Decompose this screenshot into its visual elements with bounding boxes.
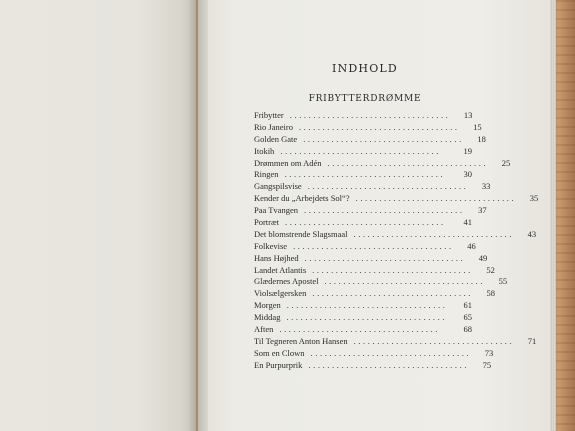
toc-dot-leader: ..................................: [312, 288, 474, 299]
toc-entry-title: Paa Tvangen: [254, 205, 298, 216]
toc-entry-page-number: 61: [463, 300, 472, 311]
toc-dot-leader: ..................................: [327, 157, 489, 168]
toc-dot-leader: ..................................: [286, 300, 448, 311]
toc-entry-page-number: 58: [486, 288, 496, 299]
toc-entry-page-number: 73: [484, 347, 494, 358]
table-of-contents: [254, 110, 539, 372]
toc-entry-page-number: 43: [527, 228, 537, 239]
toc-entry: [254, 252, 488, 265]
toc-entry-title: Violsælgersken: [254, 288, 307, 299]
toc-entry-title: Hans Højhed: [254, 252, 299, 263]
toc-dot-leader: ..................................: [289, 110, 451, 120]
toc-dot-leader: ..................................: [307, 181, 469, 192]
toc-entry-page-number: 55: [498, 276, 508, 287]
toc-dot-leader: ..................................: [303, 133, 464, 144]
contents-heading: INDHOLD: [332, 62, 398, 75]
toc-entry-title: Det blomstrende Slagsmaal: [254, 228, 348, 239]
toc-entry-title: Gangspilsvise: [254, 181, 302, 192]
toc-entry: [254, 146, 472, 158]
toc-dot-leader: ..................................: [284, 169, 446, 180]
toc-dot-leader: ..................................: [293, 240, 454, 251]
toc-entry-page-number: 25: [501, 157, 511, 168]
toc-entry: [254, 169, 472, 181]
toc-entry-title: Drømmen om Adén: [254, 157, 322, 168]
toc-entry: [254, 240, 476, 253]
toc-entry: [254, 217, 472, 229]
toc-entry: [254, 181, 491, 193]
toc-entry-title: Itokih: [254, 145, 275, 156]
left-book-page: [0, 0, 196, 431]
toc-dot-leader: ..................................: [353, 335, 515, 346]
toc-entry-page-number: 75: [482, 359, 492, 370]
toc-entry: [254, 264, 495, 277]
toc-entry: [254, 312, 472, 324]
toc-dot-leader: ..................................: [355, 193, 517, 204]
toc-entry-page-number: 19: [463, 145, 472, 156]
toc-entry-page-number: 49: [478, 252, 488, 263]
toc-entry-title: Morgen: [254, 300, 281, 311]
toc-dot-leader: ..................................: [324, 276, 486, 287]
toc-entry-page-number: 33: [481, 181, 491, 192]
toc-entry: [254, 335, 537, 348]
toc-entry: [254, 228, 537, 241]
toc-dot-leader: ..................................: [285, 217, 446, 228]
toc-entry-title: En Purpurprik: [254, 359, 303, 370]
section-title: FRIBYTTERDRØMME: [308, 94, 422, 104]
toc-entry-page-number: 37: [478, 205, 487, 216]
toc-entry-title: Fribytter: [254, 110, 284, 120]
toc-entry-page-number: 46: [467, 240, 476, 251]
toc-entry-page-number: 15: [473, 121, 482, 132]
toc-entry-page-number: 65: [463, 312, 472, 323]
toc-entry-page-number: 71: [527, 335, 537, 346]
page-edges: [550, 0, 556, 431]
toc-entry-page-number: 30: [463, 169, 472, 180]
toc-entry-page-number: 52: [486, 264, 495, 275]
toc-dot-leader: ..................................: [312, 264, 473, 275]
toc-entry-title: Til Tegneren Anton Hansen: [254, 335, 348, 346]
toc-dot-leader: ..................................: [279, 324, 441, 335]
toc-entry: [254, 133, 486, 146]
toc-entry: [254, 205, 487, 217]
toc-entry-title: Aften: [254, 324, 274, 335]
toc-entry-page-number: 41: [463, 217, 472, 228]
toc-entry: [254, 347, 494, 360]
toc-entry-title: Kender du „Arbejdets Sol“?: [254, 193, 350, 204]
toc-entry-title: Middag: [254, 312, 281, 323]
toc-entry-title: Rio Janeiro: [254, 121, 293, 132]
toc-entry-page-number: 68: [463, 324, 472, 335]
toc-entry: [254, 157, 511, 170]
toc-entry-title: Folkevise: [254, 240, 288, 251]
toc-dot-leader: ..................................: [280, 145, 441, 156]
toc-dot-leader: ..................................: [308, 359, 470, 370]
toc-entry: [254, 110, 472, 122]
book-spine-shadow: [188, 0, 208, 431]
toc-entry-title: Glædernes Apostel: [254, 276, 319, 287]
toc-entry: [254, 324, 472, 336]
toc-entry-title: Landet Atlantis: [254, 264, 307, 275]
toc-dot-leader: ..................................: [304, 252, 466, 263]
toc-entry-title: Golden Gate: [254, 133, 298, 144]
toc-entry: [254, 288, 496, 300]
toc-dot-leader: ..................................: [298, 121, 460, 132]
toc-entry: [254, 276, 508, 288]
toc-entry-title: Som en Clown: [254, 347, 305, 358]
toc-entry-title: Portræt: [254, 217, 280, 228]
toc-entry: [254, 300, 472, 312]
toc-entry-page-number: 35: [529, 193, 539, 204]
toc-dot-leader: ..................................: [353, 228, 515, 239]
toc-entry-page-number: 18: [477, 133, 486, 144]
toc-entry: [254, 359, 492, 372]
toc-entry-title: Ringen: [254, 169, 279, 180]
toc-dot-leader: ..................................: [303, 205, 465, 216]
toc-dot-leader: ..................................: [310, 347, 472, 358]
toc-entry-page-number: 13: [463, 110, 473, 120]
toc-entry: [254, 193, 539, 205]
toc-dot-leader: ..................................: [286, 312, 448, 323]
toc-entry: [254, 121, 482, 134]
